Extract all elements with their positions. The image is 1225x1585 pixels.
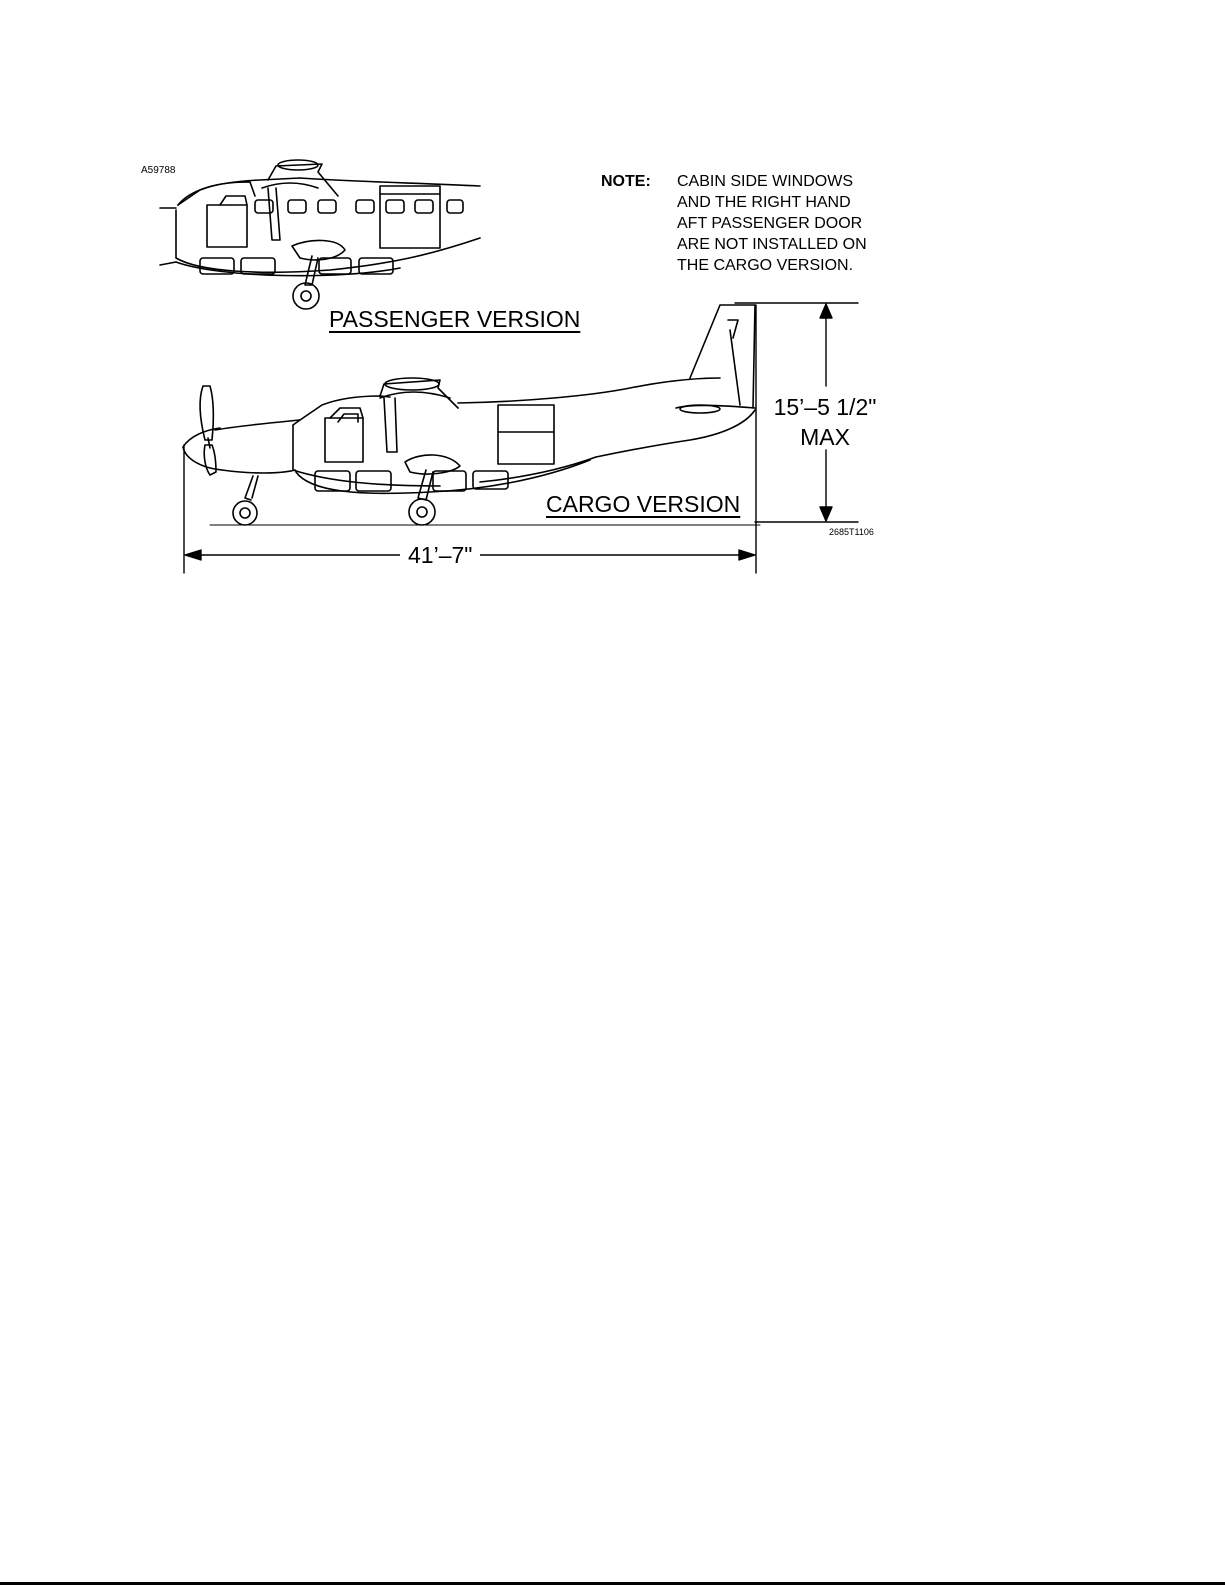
height-dimension-qualifier: MAX [800, 424, 850, 450]
note-line: AND THE RIGHT HAND [677, 194, 851, 211]
height-arrow-bottom [820, 507, 832, 521]
height-arrow-top [820, 304, 832, 318]
length-arrow-right [739, 550, 755, 560]
note-line: CABIN SIDE WINDOWS [677, 173, 854, 190]
passenger-aircraft-side-view [160, 160, 480, 309]
length-dimension-value: 41’–7" [400, 542, 480, 569]
passenger-version-title: PASSENGER VERSION [329, 306, 581, 332]
note-line: AFT PASSENGER DOOR [677, 215, 863, 232]
figure-id: A59788 [141, 165, 176, 176]
aircraft-dimension-figure [0, 0, 1225, 600]
height-dimension-value: 15’–5 1/2" [773, 394, 877, 420]
drawing-number: 2685T1106 [829, 527, 874, 537]
note-line: ARE NOT INSTALLED ON [677, 236, 867, 253]
length-arrow-left [185, 550, 201, 560]
note-label: NOTE: [601, 173, 651, 190]
cargo-version-title: CARGO VERSION [546, 491, 741, 517]
note-line: THE CARGO VERSION. [677, 257, 854, 274]
